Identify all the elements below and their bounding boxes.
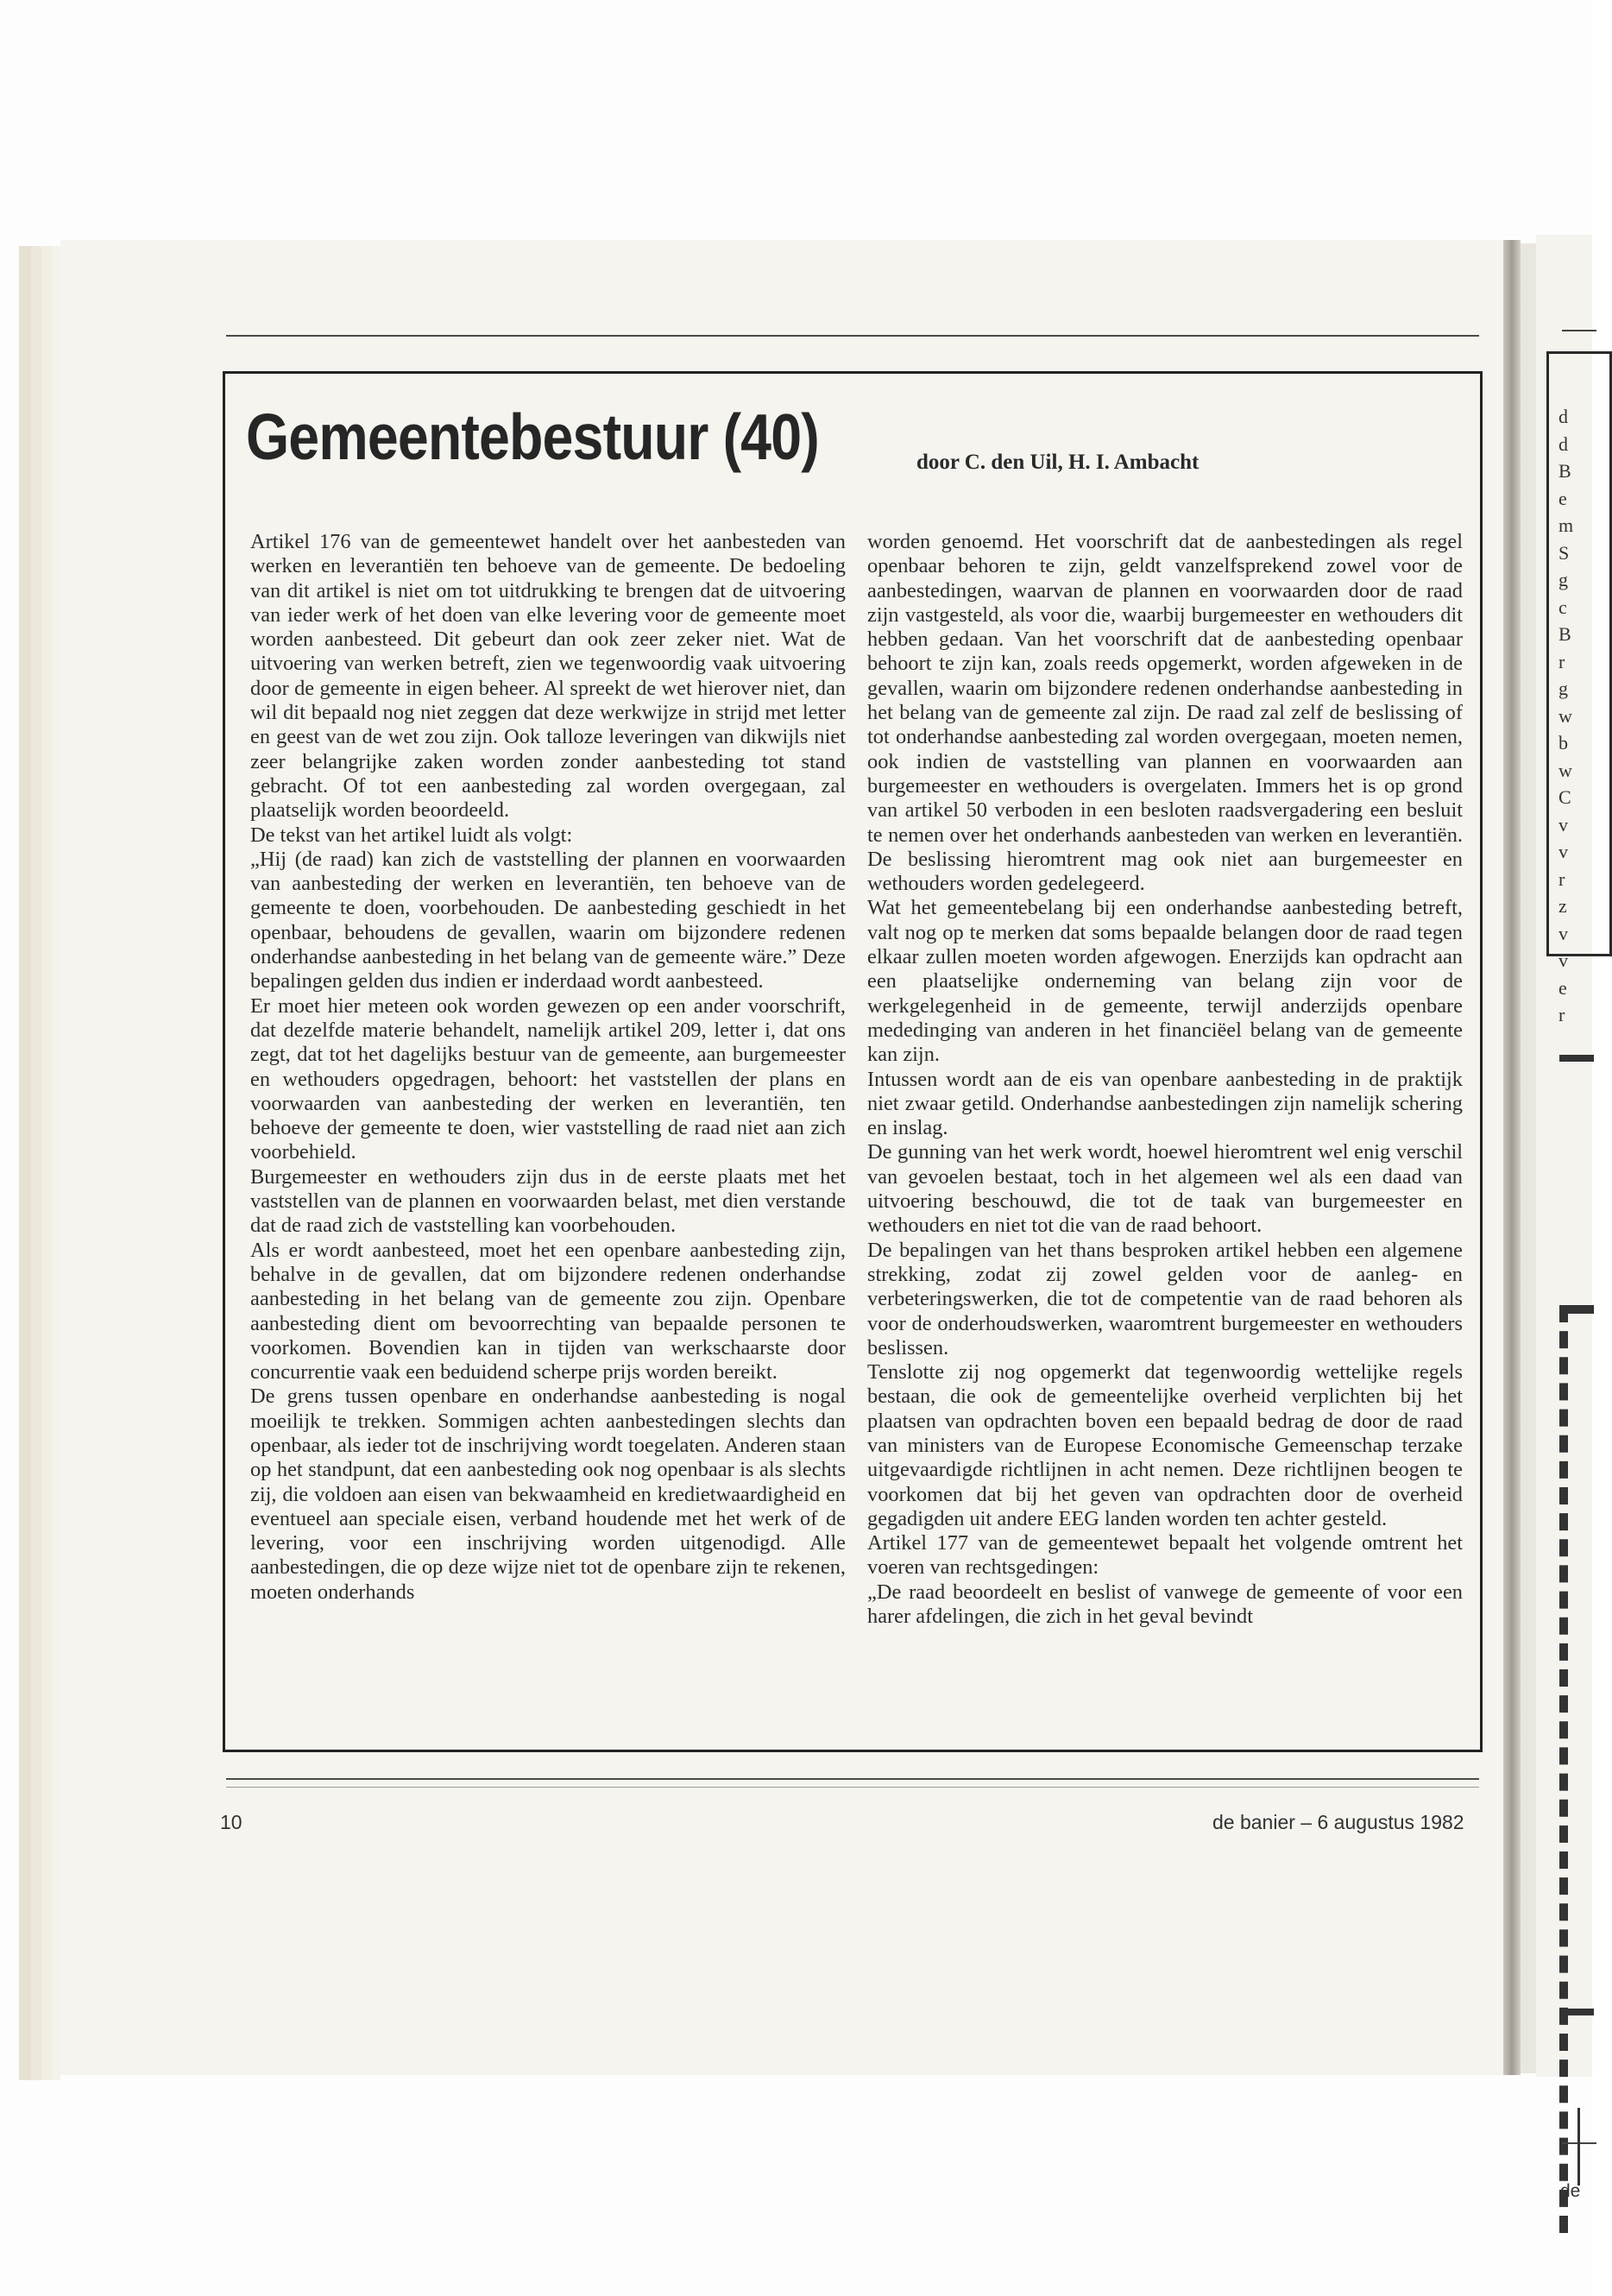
paragraph: „Hij (de raad) kan zich de vaststelling der plannen en voorwaarden van aanbesteding der werken en leverantiën, ten behoeve van de gemeente te doen, voorbehouden. De aanbesteding geschiedt in het openbaar, behoudens de gevallen, waarin om bijzondere redenen onderhandse aanbesteding in het belang van de gemeente wäre.” Deze bepalingen gelden dus indien er inderdaad wordt aanbesteed. [250,847,846,993]
page-edge [52,246,60,2080]
paragraph: De tekst van het artikel luidt als volgt: [250,823,573,847]
next-page-footer: de [1560,2181,1581,2201]
next-page-line-start: d [1558,432,1568,455]
paragraph: De gunning van het werk wordt, hoewel hieromtrent wel enig verschil van gevoelen bestaat, toch in het algemeen wel als een daad van uitvoering beschouwd, die tot de taak van burgemeester en wethouders en niet tot die van de raad behoort. [867,1140,1463,1238]
next-page-line-start: d [1558,406,1568,427]
next-page-line-start: v [1558,813,1568,836]
next-page-top-rule [1562,330,1596,331]
next-page-line-start: c [1558,596,1567,618]
next-page-line-start: e [1558,487,1567,509]
next-page-line-start: C [1558,786,1571,808]
paragraph: Er moet hier meteen ook worden gewezen op een ander voorschrift, dat dezelfde materie behandelt, namelijk artikel 209, letter i, dat ons zegt, dat tot het dagelijks bestuur van de gemeente, aan burgemeester en wethouders opgedragen, behoort: het vaststellen der plans en voorwaarden van aanbesteding der werken en leverantiën, ten behoeve der gemeente te doen, wier vaststelling de raad niet aan zich voorbehield. [250,993,846,1164]
next-page-line-start: e [1558,976,1567,999]
top-rule [226,335,1479,337]
paragraph: De grens tussen openbare en onderhandse aanbesteding is nogal moeilijk te trekken. Sommigen achten aanbestedingen slechts dan openbaar, als ieder tot de inschrijving wordt toegelaten. Anderen staan op het standpunt, dat een aanbesteding ook nog openbaar is als slechts zij, die voldoen aan eisen van bekwaamheid en kredietwaardigheid en eventueel aan speciale eisen, verband houdende met het werk of de levering, voor een inschrijving worden uitgenodigd. Alle aanbestedingen, die op deze wijze niet tot de openbare zijn te rekenen, moeten onderhands [250,1385,846,1604]
publication-footer: de banier – 6 augustus 1982 [1212,1811,1464,1833]
book-gutter-shadow [1521,243,1536,2073]
paragraph: Wat het gemeentebelang bij een onderhandse aanbesteding betreft, valt nog op te merken dat soms bepaalde belangen door de raad tegen elkaar zullen moeten worden afgewogen. Enerzijds kan opdracht aan een plaatselijke onderneming van belang zijn voor de werkgelegenheid in de gemeente, terwijl anderzijds openbare mededinging van anderen in het financiëel belang van de gemeente kan zijn. [867,896,1463,1067]
next-page-line-start: v [1558,841,1568,862]
next-page-line-starts [1558,403,1593,1029]
next-page-line-start: r [1558,1004,1565,1025]
bottom-rule [226,1778,1479,1780]
bottom-rule-thin [226,1787,1479,1788]
next-page-line-start: g [1558,678,1568,699]
article-left-column [250,530,846,1605]
paragraph: Artikel 176 van de gemeentewet handelt over het aanbesteden van werken en leverantiën ten behoeve van de gemeente. De bedoeling van dit artikel is niet om tot uitdrukking te brengen dat de uitvoering van ieder werk of het doen van elke levering voor de gemeente moet worden aanbesteed. Dit gebeurt dan ook zeer zeker niet. Wat de uitvoering van werken betreft, zien we tegenwoordig vaak uitvoering door de gemeente in eigen beheer. Al spreekt de wet hierover niet, dan wil dit bepaald nog niet zeggen dat deze werkwijze in strijd met letter en geest van de wet zou zijn. Ook talloze leveringen van dikwijls niet zeer belangrijke zaken worden zonder aanbesteding tot stand gebracht. Of tot een aanbesteding zal worden overgegaan, zal plaatselijk worden beoordeeld. [250,530,846,823]
paragraph: worden genoemd. Het voorschrift dat de aanbestedingen als regel openbaar behoren te zijn, geldt vanzelfsprekend zowel voor de aanbestedingen, waarvan de plannen en voorwaarden door de raad zijn vastgesteld, als voor die, waarbij burgemeester en wethouders dit hebben gedaan. Van het voorschrift dat de aanbesteding openbaar behoort te zijn kan, zoals reeds opgemerkt, worden afgeweken in de gevallen, waarin om bijzondere redenen onderhandse aanbesteding in het belang van de gemeente zal zijn. De raad zal zelf de beslissing of tot onderhandse aanbesteding zal worden overgegaan, moeten nemen, ook indien de vaststelling van plannen en voorwaarden aan burgemeester en wethouders is overgelaten. Immers het is op grond van artikel 50 verboden in een besloten raadsvergadering een besluit te nemen over het onderhands aanbesteden van werken en leverantiën. De beslissing hieromtrent mag ook niet aan burgemeester en wethouders worden gedelegeerd. [867,530,1463,896]
next-page-divider [1577,2108,1580,2186]
next-page-line-start: w [1558,704,1572,727]
next-page-strip [1536,235,1592,2201]
paragraph: Tenslotte zij nog opgemerkt dat tegenwoordig wettelijke regels bestaan, die ook de gemeentelijke overheid verplichten bij het plaatsen van opdrachten boven een bepaald bedrag de door de raad van ministers van de Europese Economische Gemeenschap terzake uitgevaardigde richtlijnen in acht nemen. Deze richtlijnen beogen te voorkomen dat bij het geven van opdrachten door de overheid gegadigden uit andere EEG landen worden ten achter gesteld. [867,1360,1463,1530]
paragraph: „De raad beoordeelt en beslist of vanwege de gemeente of voor een harer afdelingen, die zich in het geval bevindt [867,1580,1463,1629]
page-edge [41,246,52,2080]
next-page-line-start: v [1558,922,1568,944]
article-right-column [867,530,1463,1629]
next-page-line-start: r [1558,867,1565,890]
page-edge [31,246,41,2080]
page-edge [19,246,31,2080]
next-page-line-start: z [1558,895,1567,917]
next-page-line-start: r [1558,650,1565,672]
next-page-line-start: w [1558,759,1572,781]
paragraph: Intussen wordt aan de eis van openbare aanbesteding in de praktijk niet zwaar getild. Onderhandse aanbestedingen zijn namelijk schering en inslag. [867,1067,1463,1140]
next-page-line-start: b [1558,732,1568,754]
next-page-rule [1559,2009,1594,2015]
next-page-line-start: m [1558,514,1574,536]
next-page-line-start: B [1558,623,1571,645]
paragraph: Als er wordt aanbesteed, moet het een openbare aanbesteding zijn, behalve in de gevallen, dat om bijzondere redenen onderhandse aanbesteding in het belang van de gemeente zou zijn. Openbare aanbesteding dient om bevoorrechting van bepaalde personen te voorkomen. Bovendien kan in tijden van werkschaarste door concurrentie vaak een beduidend scherpe prijs worden bereikt. [250,1238,846,1385]
article-title: Gemeentebestuur (40) [246,401,819,473]
paragraph: Burgemeester en wethouders zijn dus in de eerste plaats met het vaststellen van de plannen en voorwaarden belast, met dien verstande dat de raad zich de vaststelling kan voorbehouden. [250,1164,846,1238]
paragraph: Artikel 177 van de gemeentewet bepaalt het volgende omtrent het voeren van rechtsgedingen: [867,1531,1463,1580]
next-page-dashed-box [1559,1305,1594,2233]
page-number: 10 [220,1811,242,1833]
book-gutter [1503,240,1521,2075]
next-page-line-start: S [1558,541,1570,564]
next-page-rule [1559,1055,1594,1062]
next-page-line-start: B [1558,460,1571,482]
next-page-line-start: v [1558,949,1568,971]
next-page-line-start: g [1558,569,1568,590]
article-byline: door C. den Uil, H. I. Ambacht [916,451,1200,474]
paragraph: De bepalingen van het thans besproken artikel hebben een algemene strekking, zodat zij zowel gelden voor de aanleg- en verbeteringswerken, die tot de competentie van de raad behoren als voor de onderhoudswerken, waaromtrent burgemeester en wethouders beslissen. [867,1238,1463,1359]
